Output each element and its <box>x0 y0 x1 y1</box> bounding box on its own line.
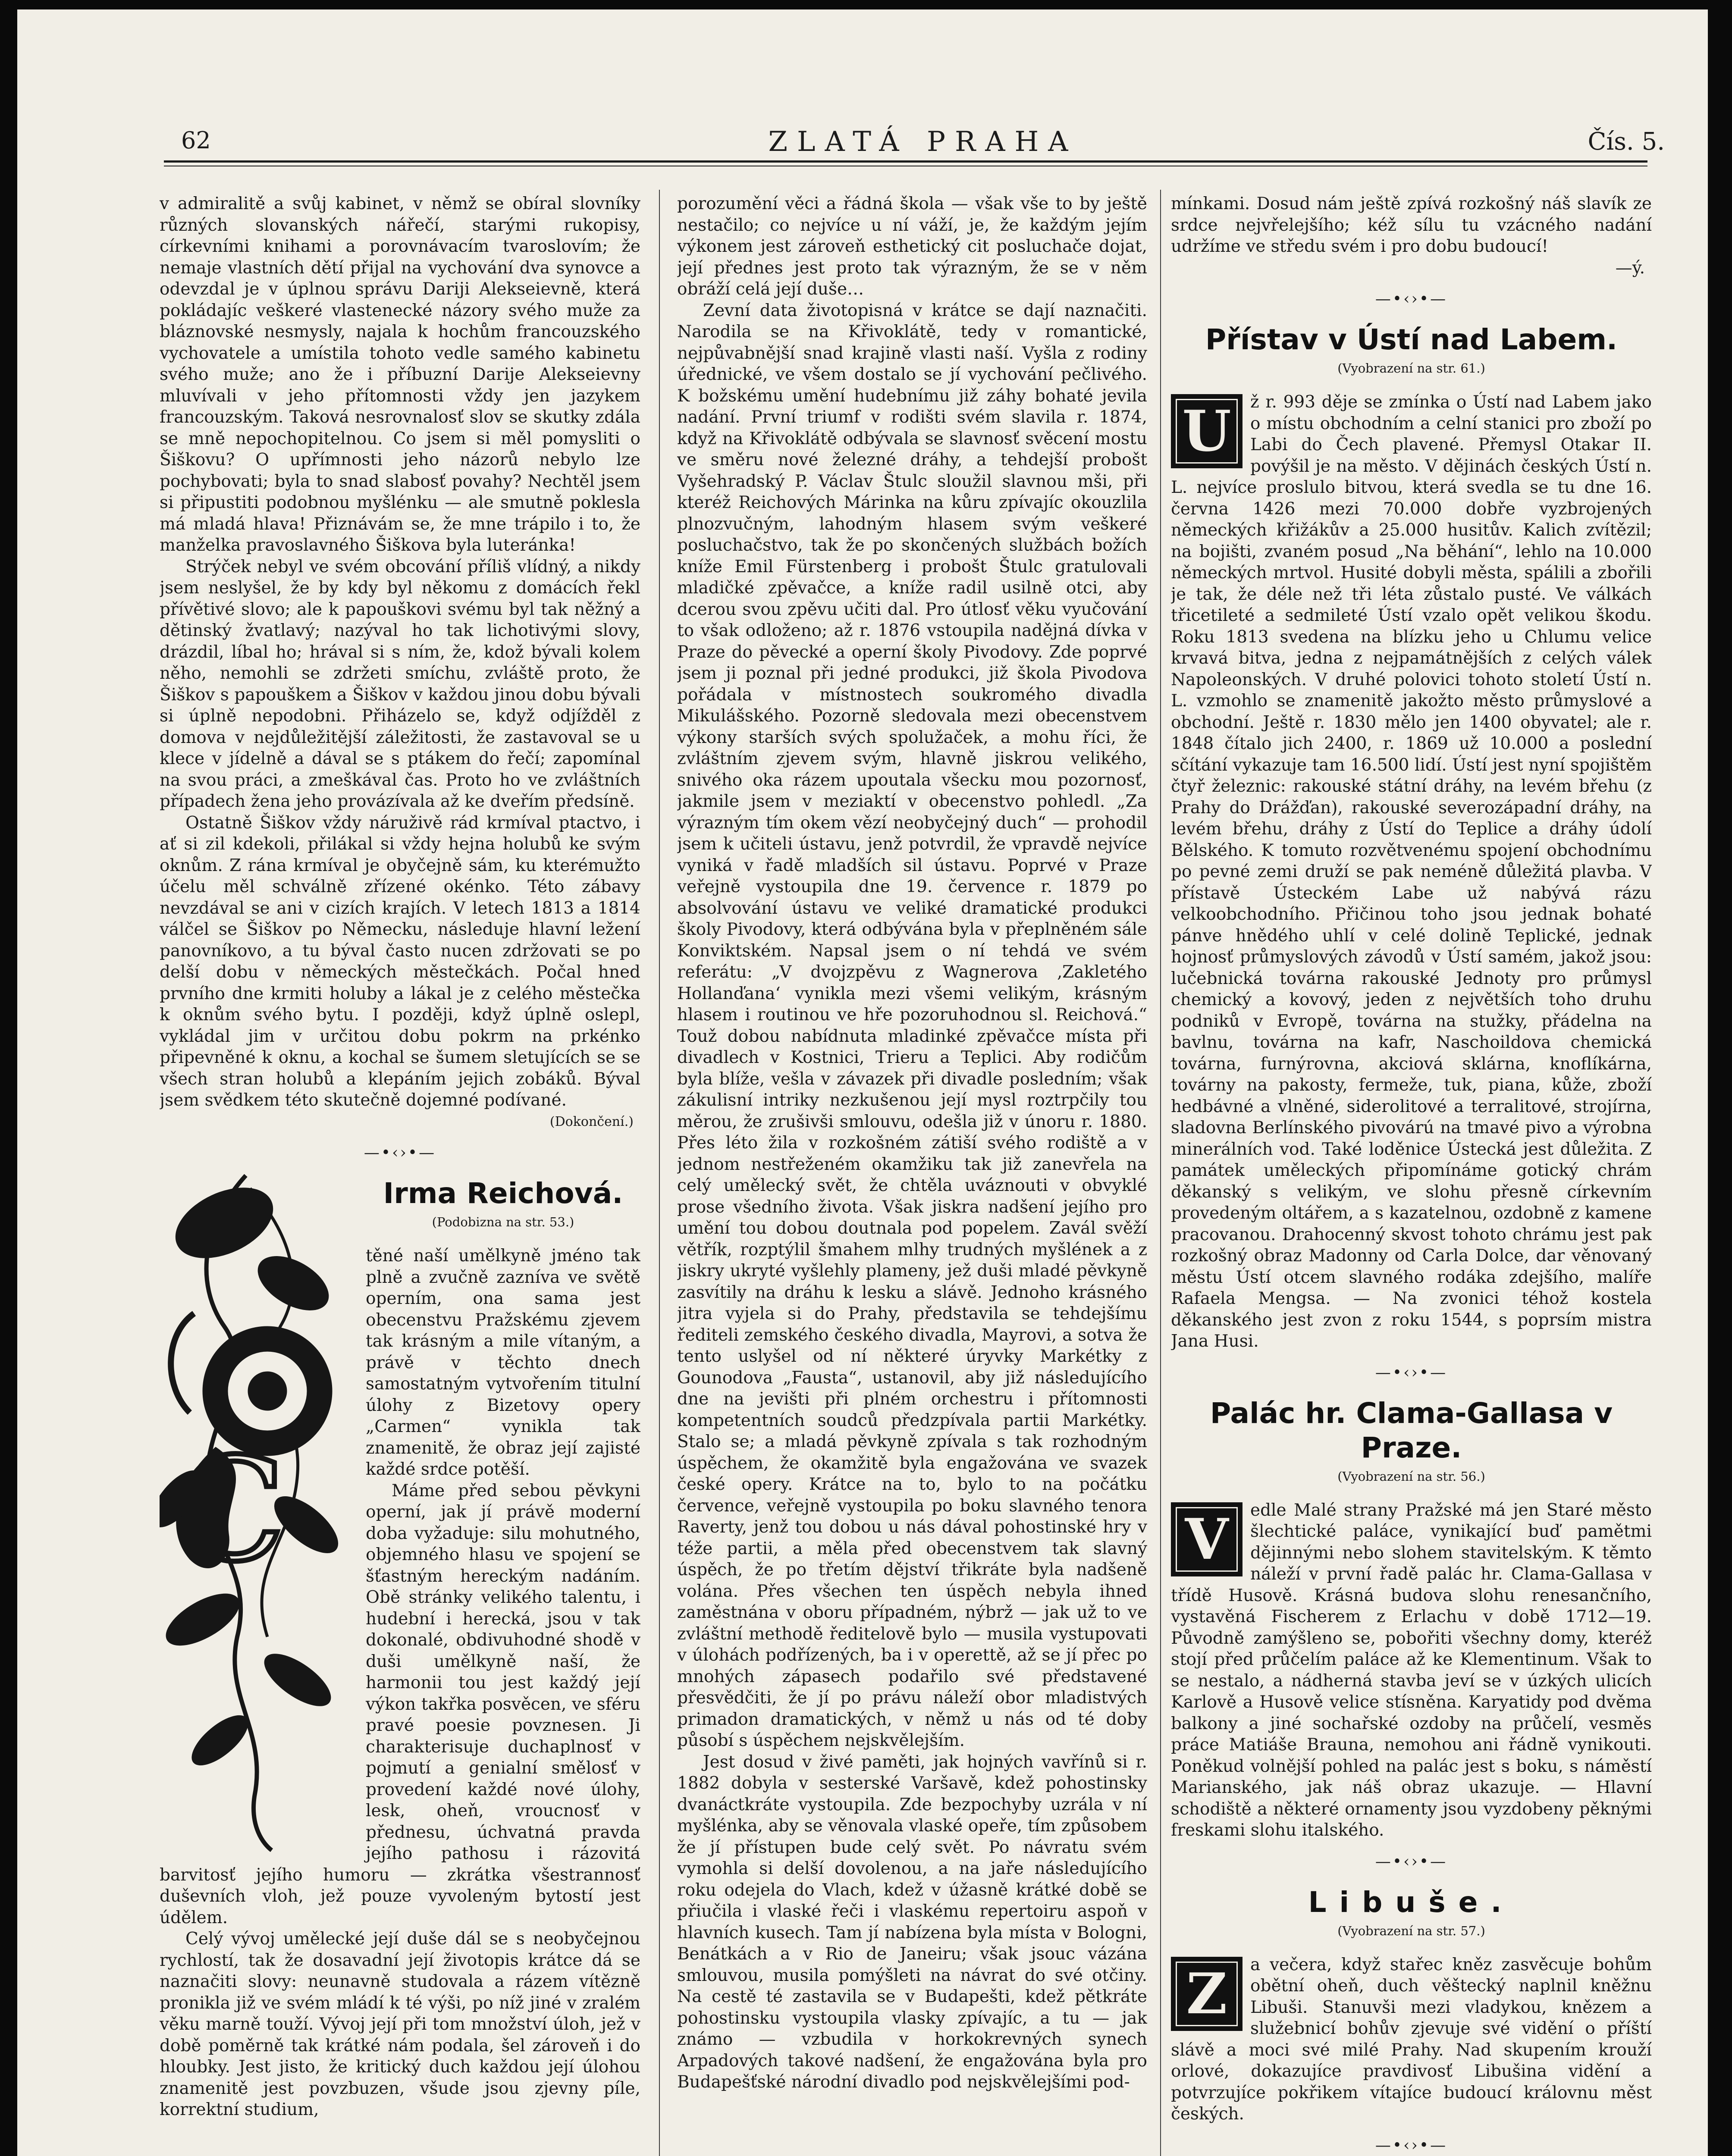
column-2 <box>677 193 1147 2156</box>
author-signature: —ý. <box>1615 258 1645 278</box>
column-3 <box>1171 193 1652 2156</box>
section-ornament: —•‹›•— <box>1375 1363 1448 1382</box>
paragraph: Ostatně Šiškov vždy náruživě rád krmíval ptactvo, i ať si zil kdekoli, přilákal si vždy hejna holubů ke svým oknům. Z rána krmíval je obyčejně sám, ku kterémužto účelu měl schválně zřízené okénko. Této zábavy nevzdával se ani v cizích krajích. V letech 1813 a 1814 válčel se Šiškov po Německu, následuje hlavní ležení panovníkovo, a tu býval často nucen zdržovati se po delší dobu v německých městečkách. Počal hned prvního dne krmiti holuby a lákal je z celého městečka k oknům svého bytu. I později, když úplně oslepl, vykládal jim v určitou dobu pokrm na prkénko připevněné k oknu, a kochal se šumem sletujících se se všech stran holubů a klepáním jejich zobáků. Býval jsem svědkem této skutečně dojemné podívané. <box>160 813 640 1110</box>
ornate-initial-v-icon: V <box>1171 1502 1243 1576</box>
paragraph: Celý vývoj umělecké její duše dál se s neobyčejnou rychlostí, tak že dosavadní její životopis krátce dá se naznačiti slovy: neunavně studovala a rázem vítězně pronikla již ve svém mládí k té výši, po níž jiné v zralém věku marně touží. Vývoj její při tom množství úloh, jež v době poměrně tak krátké nám podala, šel zároveň i do hloubky. Jest jisto, že kritický duch každou její úlohou znamenitě jest povzbuzen, všude jsou zjevny píle, korrektní studium, <box>160 1929 640 2119</box>
article-subtitle: (Vyobrazení na str. 57.) <box>1337 1923 1485 1938</box>
article-subtitle: (Vyobrazení na str. 56.) <box>1337 1469 1485 1484</box>
morning-glory-ornament <box>160 1171 362 1852</box>
section-ornament: —•‹›•— <box>1375 2136 1448 2154</box>
magazine-title: ZLATÁ PRAHA <box>768 126 1078 158</box>
paragraph: edle Malé strany Pražské má jen Staré město šlechtické paláce, vynikající buď pamětmi dějinnými nebo slohem stavitelským. K těmto náleží v první řadě palác hr. Clama-Gallasa v třídě Husově. Krásná budova slohu renesančního, vystavěná Fischerem z Erlachu v době 1712—19. Původně zamýšleno se, pobořiti všechny domy, kteréž stojí před průčelím paláce až ke Klementinum. Však to se nestalo, a nádherná stavba jeví se v úzkých ulicích Karlově a Husově velice stísněna. Karyatidy pod dvěma balkony a jiné sochařské ozdoby na průčelí, vesměs práce Matiáše Brauna, nemohou ani řádně vynikouti. Poněkud volnější pohled na palác jest s boku, s náměstí Marianského, jak náš obraz ukazuje. — Hlavní schodiště a některé ornamenty jsou vyzdobeny pěknými freskami slohu italského. <box>1171 1500 1652 1840</box>
paragraph: Zevní data životopisná v krátce se dají naznačiti. Narodila se na Křivoklátě, tedy v romantické, nejpůvabnější snad krajině vlasti naší. Vyšla z rodiny úřednické, ve všem dostalo se jí vychování pečlivého. K božskému umění hudebnímu již záhy bohaté jevila nadání. První triumf v rodišti svém slavila r. 1874, když na Křivoklátě odbývala se slavnosť svěcení mostu ve směru nové železné dráhy, a tehdejší probošt Vyšehradský P. Václav Štulc sloužil slavnou mši, při kteréž Reichových Márinka na kůru zpívajíc okouzlila plnozvučným, lahodným hlasem svým veškeré posluchačstvo, tak že po skončených službách božích kníže Emil Fürstenberg i probošt Štulc gratulovali mladičké zpěvačce, a kníže radil usilně otci, aby dcerou svou zpěvu učiti dal. Pro útlosť věku vyučování to však odloženo; až r. 1876 vstoupila nadějná dívka v Praze do pěvecké a operní školy Pivodovy. Zde poprvé jsem ji poznal při jedné produkci, již škola Pivodova pořádala v místnostech soukromého divadla Mikulášského. Pozorně sledovala mezi obecenstvem výkony starších svých spolužaček, a mohu říci, že zvláštním zjevem svým, hlavně jiskrou velikého, snivého oka rázem upoutala všecku mou pozornosť, jakmile jsem v meziaktí v obecenstvo pohledl. „Za výrazným tím okem vězí neobyčejný duch“ — prohodil jsem k učiteli ústavu, jenž potvrdil, že vpravdě nejvíce vyniká v řadě mladších sil ústavu. Poprvé v Praze veřejně vystoupila dne 19. července r. 1879 po absolvování ústavu ve veliké dramatické produkci školy Pivodovy, která odbývána byla v přeplněném sále Konviktském. Napsal jsem o ní tehdá ve svém referátu: „V dvojzpěvu z Wagnerova ‚Zakletého Hollanďana‘ vynikla mezi všemi velikým, krásným hlasem i routinou ve hře pozoruhodnou sl. Reichová.“ Touž dobou nabídnuta mladinké zpěvačce místa při divadlech v Kostnici, Trieru a Teplici. Aby rodičům byla blíže, vešla v závazek při divadle posledním; však zákulisní intriky nezkušenou její mysl roztrpčily tou měrou, že zrušivši smlouvu, odešla již v únoru r. 1880. Přes léto žila v rozkošném zátiší svého rodiště a v jednom nestřeženém okamžiku tak již zanevřela na celý umělecký svět, že chtěla uváznouti v obvyklé prose všedního života. Však jiskra nadšení jejího pro umění tou dobou doutnala pod popelem. Zavál svěží větřík, rozptýlil šmahem mlhy trudných myšlének a z jiskry ukryté vyšlehly plameny, jež duši mladé pěvkyně zasvítily na dráhu k lesku a slávě. Jednoho krásného jitra vyjela si do Prahy, představila se tehdejšímu řediteli zemského českého divadla, Mayrovi, a sotva že tento uslyšel od ní některé úryvky Markétky z Gounodova „Fausta“, ustanovil, aby již následujícího dne na jevišti při plném orchestru i přítomnosti kompetentních soudců předzpívala partii Markétky. Stalo se; a mladá pěvkyně zpívala s tak rozhodným úspěchem, že okamžitě byla engažována ve svazek české opery. Krátce na to, bylo to na počátku července, veřejně vystoupila po boku slavného tenora Raverty, jenž tou dobou u nás dával pohostinské hry v téže partii, a měla před obecenstvem tak slavný úspěch, že po třetím dějství třikráte byla nadšeně volána. Přes všechen ten úspěch nebyla ihned zaměstnána v oboru případném, nýbrž — jak už to ve zvláštní methodě ředitelově bylo — musila vystupovati v úlohách podřízených, ba i v operettě, až se jí přec po mnohých zápasech podařilo své představené přesvědčiti, že jí po právu náleží obor mladistvých primadon dramatických, v němž u nás od té doby působí s úspěchem nejskvělejším. <box>677 301 1147 1750</box>
ornate-initial-z-icon: Z <box>1171 1957 1243 2031</box>
column-1 <box>160 193 640 2156</box>
article-title-libuse: Libuše. <box>1308 1885 1515 1919</box>
article-title-irma: Irma Reichová. <box>383 1177 623 1210</box>
column-divider <box>1160 190 1161 2156</box>
paragraph: Jest dosud v živé paměti, jak hojných vavřínů si r. 1882 dobyla v sesterské Varšavě, kdež pohostinsky dvanáctkráte vystoupila. Zde bezpochyby uzrála v ní myšlénka, aby se věnovala vlaské opeře, tím způsobem že jí přístupen bude celý svět. Po návratu svém vymohla si delší dovolenou, a na jaře následujícího roku odejela do Vlach, kdež v úžasně krátké době se přiučila i vlaské řeči i vlaskému repertoiru aspoň v hlavních kusech. Tam jí nabízena byla místa v Bologni, Benátkách a v Rio de Janeiru; však jsouc vázána smlouvou, musila pomýšleti na návrat do své otčiny. Na cestě té zastavila se v Budapešti, kdež pětkráte pohostinsku vystoupila vlasky zpívajíc, a tu — jak známo — vzbudila v horkokrevných synech Arpadových takové nadšení, že engažována byla pro Budapešťské národní divadlo pod nejskvělejšími pod- <box>677 1752 1147 2092</box>
section-ornament: —•‹›•— <box>1375 1852 1448 1871</box>
paragraph: a večera, když stařec kněz zasvěcuje bohům obětní oheň, duch věštecký naplnil kněžnu Libuši. Stanuvši mezi vladykou, knězem a služebnicí bohův zjevuje své vidění o příští slávě a moci své milé Prahy. Nad skupením krouží orlové, dokazujíce pravdivosť Libušina vidění a potvrzujíce pokřikem vítajíce budoucí královnu měst českých. <box>1171 1955 1652 2124</box>
article-title-palac: Palác hr. Clama-Gallasa v Praze. <box>1210 1396 1613 1464</box>
article-subtitle: (Podobizna na str. 53.) <box>432 1215 574 1229</box>
continuation-note: (Dokončení.) <box>549 1114 634 1129</box>
article-subtitle: (Vyobrazení na str. 61.) <box>1337 361 1485 376</box>
section-ornament: —•‹›•— <box>1375 290 1448 308</box>
paragraph: ž r. 993 děje se zmínka o Ústí nad Labem jako o místu obchodním a celní stanici pro zboží po Labi do Čech plavené. Přemysl Otakar II. povýšil je na město. V dějinách českých Ústí n. L. nejvíce proslulo bitvou, která svedla se tu dne 16. června 1426 mezi 70.000 dobře vyzbrojených německých křižákův a 25.000 husitův. Kalich zvítězil; na bojišti, zvaném posud „Na běhání“, lehlo na 10.000 německých mrtvol. Husité dobyli města, spálili a zbořili je tak, že déle než tři léta zůstalo pusté. Ve válkách třicetileté a sedmileté Ústí vzalo opět velikou škodu. Roku 1813 svedena na blízku jeho u Chlumu velice krvavá bitva, jedna z nejpamátnějších z celých válek Napoleonských. V druhé polovici tohoto století Ústí n. L. vzmohlo se znamenitě jakožto město průmyslové a obchodní. Ještě r. 1830 mělo jen 1400 obyvatel; ale r. 1848 čítalo jich 2400, r. 1869 už 10.000 a poslední sčítání vykazuje tam 16.500 lidí. Ústí jest nyní spojištěm čtyř železnic: rakouské státní dráhy, na levém břehu (z Prahy do Drážďan), rakouské severozápadní dráhy, na levém břehu, dráhy z Ústí do Teplice a dráhy údolí Bělského. K tomuto rozvětvenému spojení obchodnímu po pevné zemi druží se pak neméně důležitá plavba. V přístavě Ústeckém Labe už nabývá rázu velkoobchodního. Přičinou toho jsou jednak bohaté pánve hnědého uhlí v celé dolině Teplické, jednak hojnosť průmyslových závodů v Ústí samém, jakož jsou: lučebnická továrna rakouské Jednoty pro průmysl chemický a kovový, jeden z největších toho druhu podniků v Evropě, továrna na stužky, přádelna na bavlnu, továrna na kafr, Naschoildova chemická továrna, furnýrovna, akciová sklárna, knoflíkárna, továrny na pakosty, fermeže, tuk, piana, kůže, zboží hedbávné a vlněné, siderolitové a terralitové, strojírna, sladovna Berlínského pivovárú na tmavé pivo a výrobna minerálních vod. Také loděnice Ústecká jest důležita. Z památek uměleckých připomínáme gotický chrám děkanský s velikým, ve slohu přesně církevním provedeným oltářem, a s kazatelnou, ozdobně z kamene pracovanou. Drahocenný skvost tohoto chrámu jest pak rozkošný obraz Madonny od Carla Dolce, dar věnovaný městu Ústí otcem slavného rodáka zdejšího, malíře Rafaela Mengsa. — Na zvonici téhož kostela děkanského jest zvon z roku 1544, s poprsím mistra Jana Husi. <box>1171 392 1652 1351</box>
header-rule <box>164 160 1647 163</box>
column-divider <box>659 190 660 2156</box>
paragraph: Máme před sebou pěvkyni operní, jak jí právě moderní doba vyžaduje: silu mohutného, objemného hlasu ve spojení se šťastným hereckým nadáním. Obě stránky velikého talentu, i hudební i herecká, jsou v tak dokonalé, obdivuhodné shodě v duši umělkyně naší, že harmonii tou jest každý její výkon takřka posvěcen, ve sféru pravé poesie povznesen. Ji charakterisuje duchaplnosť v pojmutí a genialní smělosť v provedení každé nové úlohy, lesk, oheň, vroucnosť v přednesu, úchvatná pravda jejího pathosu i rázovitá barvitosť jejího humoru — zkrátka všestrannosť duševních vloh, jež pouze vyvoleným bytostí jest údělem. <box>160 1481 640 1927</box>
paragraph: Strýček nebyl ve svém obcování příliš vlídný, a nikdy jsem neslyšel, že by kdy byl někomu z domácích řekl přívětivé slovo; ale k papouškovi svému byl tak něžný a dětinský žvatlavý; nazýval ho tak lichotivými slovy, drázdil, líbal ho; hrával si s ním, že, kdož bývali kolem něho, nemohli se zdržeti smíchu, zvláště proto, že Šiškov s papouškem a Šiškov v každou jinou dobu bývali si úplně nepodobni. Přiházelo se, když odjížděl z domova v nejdůležitější záležitosti, že zastavoval se u klece v jídelně a dával se s ptákem do řečí; zapomínal na svou práci, a zmeškával čas. Proto ho ve zvláštních případech žena jeho provázívala až ke dveřím předsíně. <box>160 557 640 811</box>
ornate-initial-u-icon: U <box>1171 394 1243 468</box>
svg-text:C: C <box>177 1427 286 1593</box>
section-ornament: —•‹›•— <box>364 1144 436 1162</box>
morning-glory-ornament-svg <box>160 1171 367 1852</box>
article-title-usti: Přístav v Ústí nad Labem. <box>1205 323 1618 356</box>
paragraph: těné naší umělkyně jméno tak plně a zvučně zazníva ve světě operním, ona sama jest obecenstvu Pražskému zjevem tak krásným a mile vítaným, a právě v těchto dnech samostatným vytvořením titulní úlohy z Bizetovy opery „Carmen“ vynikla tak znamenitě, že obraz její zajisté každé srdce potěší. <box>366 1246 640 1479</box>
paragraph: mínkami. Dosud nám ještě zpívá rozkošný náš slavík ze srdce nejvřelejšího; kéž sílu tu vzácného nadání udržíme ve středu svém i pro dobu budoucí! <box>1171 194 1652 256</box>
issue-number: Čís. 5. <box>1588 128 1665 156</box>
paragraph: v admiralitě a svůj kabinet, v němž se obíral slovníky různých slovanských nářečí, starými rukopisy, církevními knihami a porovnávacím tvaroslovím; že nemaje vlastních dětí přijal na vychování dva synovce a odevzdal je v úplnou správu Dariji Alekseievně, která pokládajíc veškeré vlastenecké názory svého muže za bláznovské nesmysly, najala k hochům francouzského vychovatele a umístila tohoto vedle samého kabinetu svého muže; ano že i příbuzní Darije Alekseievny mluvívali v jeho přítomnosti vždy jen jazykem francouzským. Taková nesrovnalosť slov se skutky zdála se mně nepochopitelnou. Co jsem si měl pomysliti o Šiškovu? O upřímnosti jeho názorů nebylo lze pochybovati; byla to snad slabosť povahy? Nechtěl jsem si připustiti podobnou myšlénku — ale smutně poklesla má mladá hlava! Přiznávám se, že mne trápilo i to, že manželka pravoslavného Šiškova byla luteránka! <box>160 194 640 555</box>
page-number: 62 <box>181 127 211 154</box>
paragraph: porozumění věci a řádná škola — však vše to by ještě nestačilo; co nejvíce u ní váží, je, že každým jejím výkonem jest zároveň esthetický cit posluchače dojat, její přednes jest proto tak výrazným, že se v něm obráží celá její duše… <box>677 194 1147 299</box>
page-header <box>181 122 1665 166</box>
